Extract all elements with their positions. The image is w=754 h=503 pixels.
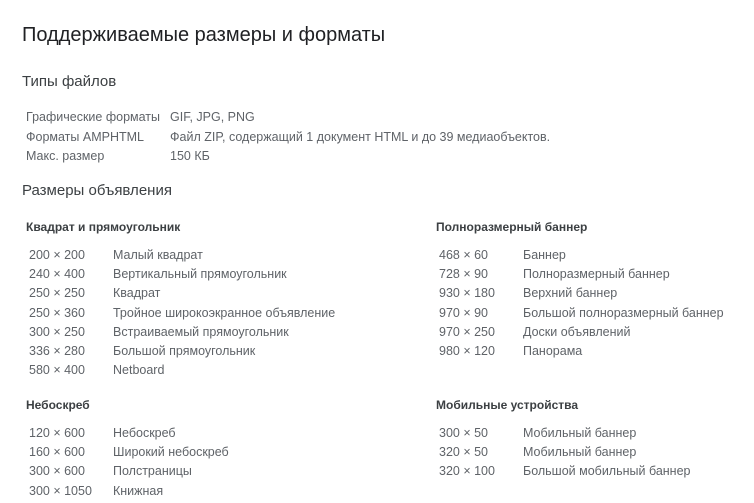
size-name: Netboard (113, 363, 165, 378)
size-group-heading: Квадрат и прямоугольник (26, 220, 181, 234)
file-type-value: 150 КБ (170, 149, 210, 163)
size-row (26, 304, 356, 323)
size-dimensions: 728 × 90 (439, 267, 489, 282)
size-dimensions: 160 × 600 (29, 445, 85, 460)
file-type-value: GIF, JPG, PNG (170, 110, 255, 124)
size-dimensions: 320 × 50 (439, 445, 489, 460)
size-dimensions: 930 × 180 (439, 286, 495, 301)
size-row (436, 284, 751, 303)
size-row (436, 443, 751, 462)
size-dimensions: 250 × 250 (29, 286, 85, 301)
size-dimensions: 336 × 280 (29, 343, 85, 358)
size-name: Малый квадрат (113, 248, 203, 262)
size-name: Полноразмерный баннер (523, 267, 670, 282)
size-dimensions: 120 × 600 (29, 426, 85, 440)
size-list (436, 246, 751, 361)
size-list (436, 424, 751, 482)
size-name: Квадрат (113, 286, 161, 301)
size-row (436, 265, 751, 284)
size-row (436, 246, 751, 265)
file-type-label: Графические форматы (26, 110, 160, 124)
size-dimensions: 320 × 100 (439, 464, 495, 479)
size-name: Доски объявлений (523, 324, 631, 339)
size-row (436, 424, 751, 443)
size-dimensions: 250 × 360 (29, 305, 85, 320)
size-name: Тройное широкоэкранное объявление (113, 305, 336, 320)
size-row (436, 323, 751, 342)
size-name: Верхний баннер (523, 286, 618, 301)
size-dimensions: 580 × 400 (29, 363, 85, 378)
size-row (436, 304, 751, 323)
size-name: Встраиваемый прямоугольник (113, 324, 289, 339)
size-group-leaderboard (436, 219, 751, 361)
size-name: Мобильный баннер (523, 445, 637, 460)
size-name: Книжная (113, 483, 164, 498)
size-row (26, 424, 356, 443)
size-row (26, 342, 356, 361)
size-dimensions: 300 × 250 (29, 324, 85, 339)
size-dimensions: 240 × 400 (29, 267, 85, 282)
size-dimensions: 300 × 50 (439, 426, 489, 440)
size-name: Большой полноразмерный баннер (523, 305, 724, 320)
size-list (26, 424, 356, 501)
size-dimensions: 200 × 200 (29, 248, 85, 262)
size-name: Баннер (523, 248, 566, 262)
size-name: Небоскреб (113, 426, 176, 440)
file-types-heading: Типы файлов (22, 73, 117, 90)
page-title: Поддерживаемые размеры и форматы (22, 24, 386, 46)
size-dimensions: 970 × 90 (439, 305, 489, 320)
size-name: Вертикальный прямоугольник (113, 267, 287, 282)
size-group-skyscraper (26, 397, 356, 501)
size-group-heading: Мобильные устройства (436, 398, 579, 412)
size-name: Большой мобильный баннер (523, 464, 691, 479)
size-list (26, 246, 356, 380)
file-type-label: Форматы AMPHTML (26, 129, 144, 144)
size-row (436, 462, 751, 481)
size-row (26, 443, 356, 462)
size-row (26, 482, 356, 501)
size-row (26, 462, 356, 481)
ad-sizes-heading: Размеры объявления (22, 182, 172, 199)
size-name: Большой прямоугольник (113, 343, 256, 358)
size-row (436, 342, 751, 361)
size-row (26, 265, 356, 284)
size-group-mobile (436, 397, 751, 482)
size-dimensions: 970 × 250 (439, 324, 495, 339)
size-row (26, 361, 356, 380)
size-group-heading: Полноразмерный баннер (436, 220, 588, 234)
size-dimensions: 468 × 60 (439, 248, 489, 262)
file-type-label: Макс. размер (26, 149, 105, 163)
size-group-square-rectangle (26, 219, 356, 380)
size-row (26, 246, 356, 265)
size-name: Полстраницы (113, 464, 192, 479)
size-name: Мобильный баннер (523, 426, 637, 440)
size-dimensions: 980 × 120 (439, 343, 495, 358)
size-name: Широкий небоскреб (113, 445, 229, 460)
size-group-heading: Небоскреб (26, 398, 90, 412)
size-row (26, 284, 356, 303)
size-row (26, 323, 356, 342)
size-dimensions: 300 × 1050 (29, 483, 92, 498)
file-type-value: Файл ZIP, содержащий 1 документ HTML и до 39 медиаобъектов. (170, 129, 551, 144)
size-dimensions: 300 × 600 (29, 464, 85, 479)
size-name: Панорама (523, 343, 583, 358)
